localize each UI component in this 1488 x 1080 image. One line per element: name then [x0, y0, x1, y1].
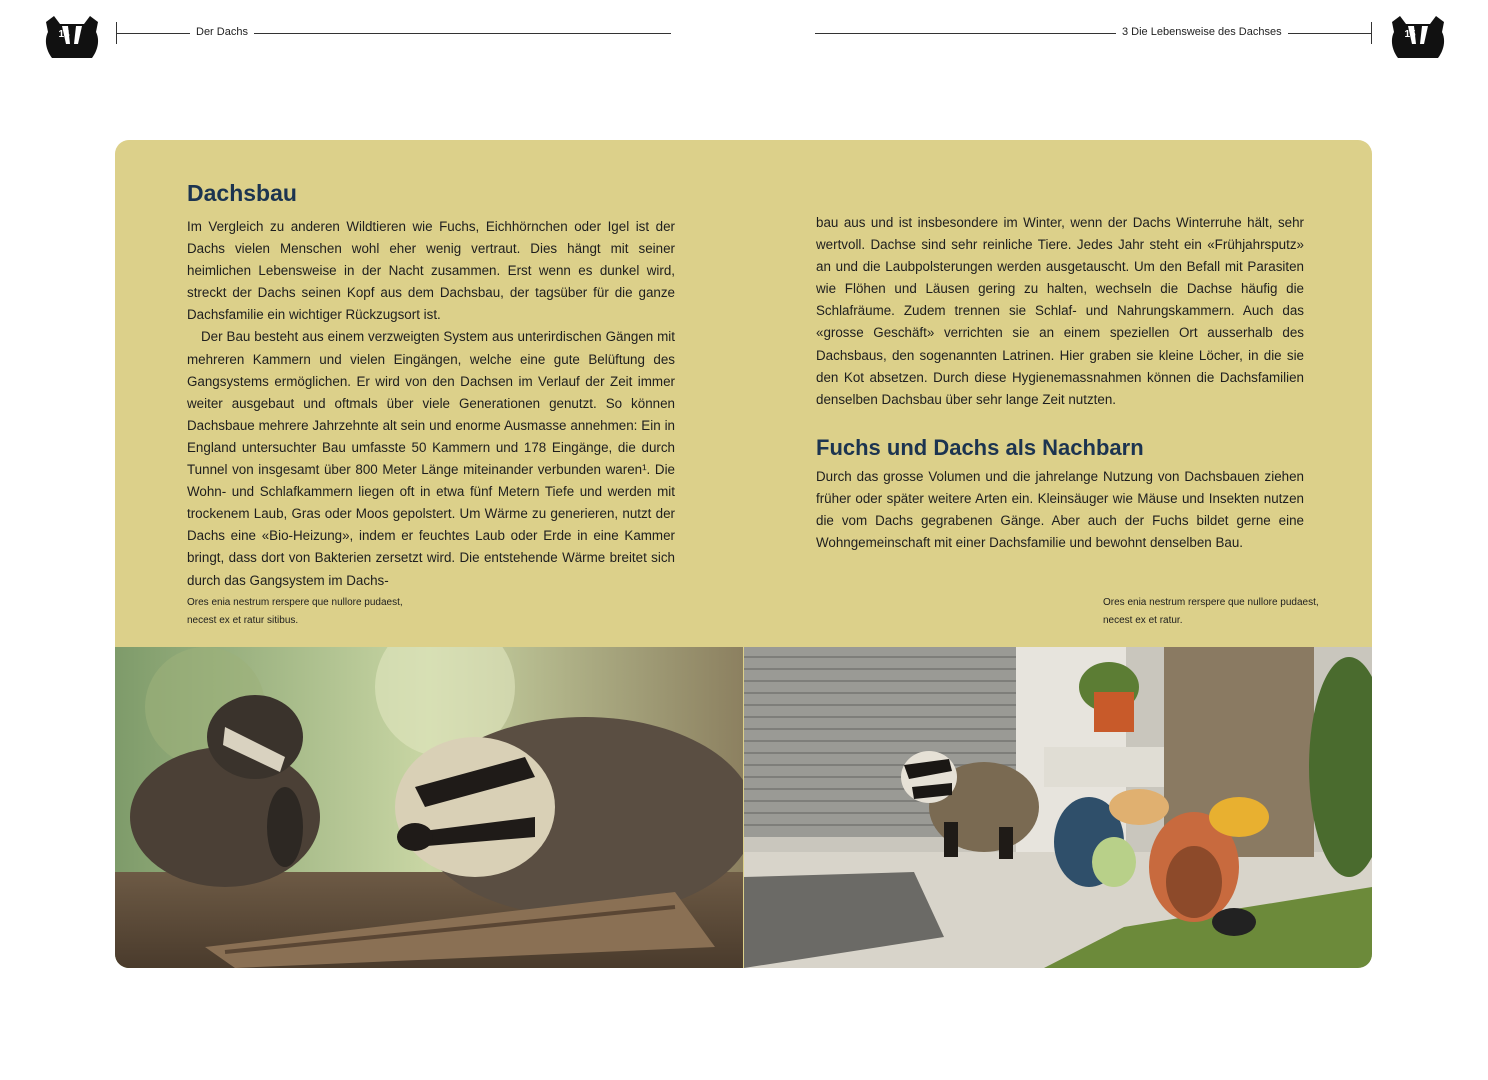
header-rule-right [815, 33, 1371, 34]
text-column-right [816, 212, 1304, 411]
body-paragraph: bau aus und ist insbesondere im Winter, wenn der Dachs Winterruhe hält, sehr wertvoll. Dachse sind sehr reinliche Tiere. Jedes Jahr steht ein «Frühjahrsputz» an und die Laubpolsterungen werden ausgetauscht. Um den Befall mit Parasiten wie Flöhen und Läusen gering zu halten, wechseln die Dachse häufig die Schlafräume. Zudem trennen sie Schlaf- und Nahrungskammern. Auch das «grosse Geschäft» verrichten sie an einem speziellen Ort ausserhalb des Dachsbaus, den sogenannten Latrinen. Hier graben sie kleine Löcher, in die sie den Kot absetzen. Durch diese Hygienemassnahmen können die Dachsfamilien denselben Dachsbau über sehr lange Zeit nutzten. [816, 215, 1304, 407]
body-paragraph: Durch das grosse Volumen und die jahrelange Nutzung von Dachsbauen ziehen früher oder später weitere Arten ein. Kleinsäuger wie Mäuse und Insekten nutzen die vom Dachs gegrabenen Gänge. Aber auch der Fuchs bildet gerne eine Wohngemeinschaft mit einer Dachsfamilie und bewohnt denselben Bau. [816, 469, 1304, 551]
body-paragraph: Im Vergleich zu anderen Wildtieren wie Fuchs, Eichhörnchen oder Igel ist der Dachs vielen Menschen wohl eher wenig vertraut. Dies hängt mit seiner heimlichen Lebensweise in der Nacht zusammen. Erst wenn es dunkel wird, streckt der Dachs seinen Kopf aus dem Dachsbau, der tagsüber für die ganze Dachsfamilie ein wichtiger Rückzugsort ist. [187, 219, 675, 323]
page-number-right: 15 [1404, 29, 1416, 40]
photo-badger-cubs [115, 647, 743, 968]
badger-head-icon [40, 14, 104, 60]
running-title-left: Der Dachs [190, 26, 254, 38]
section-title-fuchs: Fuchs und Dachs als Nachbarn [816, 435, 1144, 460]
text-column-right-lower [816, 466, 1304, 554]
content-panel [115, 140, 1372, 968]
badger-head-icon [1386, 14, 1450, 60]
page-number-left: 14 [58, 29, 70, 40]
running-title-right: 3 Die Lebensweise des Dachses [1116, 26, 1288, 38]
text-column-left [187, 216, 675, 592]
photo-badger-backyard [744, 647, 1372, 968]
header-divider-right [1371, 22, 1372, 44]
photo-caption-left: Ores enia nestrum rerspere que nullore pudaest, necest ex et ratur sitibus. [187, 597, 403, 626]
photo-caption-right: Ores enia nestrum rerspere que nullore pudaest, necest ex et ratur. [1103, 597, 1319, 626]
section-title-dachsbau: Dachsbau [187, 180, 297, 206]
body-paragraph: Der Bau besteht aus einem verzweigten System aus unterirdischen Gängen mit mehreren Kammern und vielen Eingängen, welche eine gute Belüftung des Gangsystems ermöglichen. Er wird von den Dachsen im Verlauf der Zeit immer weiter ausgebaut und oftmals über viele Generationen genutzt. So können Dachsbaue mehrere Jahrzehnte alt sein und enorme Ausmasse annehmen: Ein in England untersuchter Bau umfasste 50 Kammern und 178 Eingänge, die durch Tunnel von insgesamt über 800 Meter Länge miteinander verbunden waren¹. Die Wohn- und Schlafkammern liegen oft in etwa fünf Metern Tiefe und werden mit trockenem Laub, Gras oder Moos gepolstert. Um Wärme zu generieren, nutzt der Dachs eine «Bio-Heizung», indem er feuchtes Laub oder Erde in eine Kammer bringt, dass dort von Bakterien zersetzt wird. Die entstehende Wärme breitet sich durch das Gangsystem im Dachs- [187, 329, 675, 588]
